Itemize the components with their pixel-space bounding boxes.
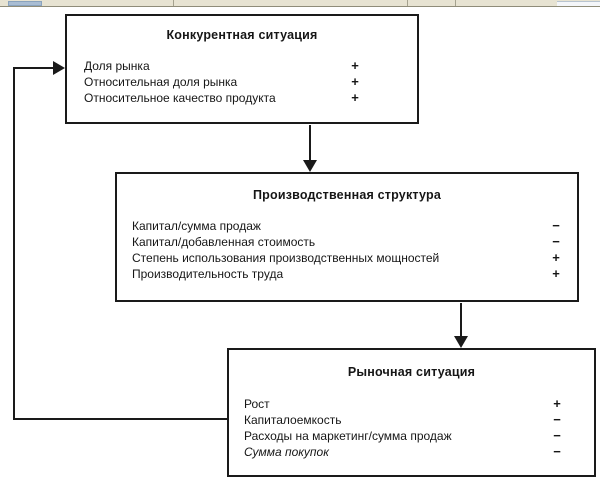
toolbar-edge	[0, 0, 600, 7]
metric-label: Капитал/сумма продаж	[132, 219, 261, 233]
metric-sign: −	[553, 412, 561, 427]
toolbar-separator	[455, 0, 456, 6]
metric-label: Сумма покупок	[244, 445, 329, 459]
toolbar-field-fragment	[557, 1, 600, 6]
metric-row	[244, 428, 564, 444]
metric-label: Относительная доля рынка	[84, 75, 238, 89]
toolbar-button-fragment	[8, 1, 42, 6]
box-market-situation	[227, 348, 596, 477]
metric-sign: +	[351, 74, 359, 89]
toolbar-separator	[407, 0, 408, 6]
metric-label: Рост	[244, 397, 270, 411]
metric-sign: +	[552, 250, 560, 265]
metric-list	[67, 58, 417, 106]
box-title: Производственная структура	[252, 188, 442, 202]
box-title: Рыночная ситуация	[347, 365, 476, 379]
metric-row	[244, 412, 564, 428]
toolbar-separator	[173, 0, 174, 6]
metric-row	[132, 250, 563, 266]
metric-row	[84, 74, 362, 90]
arrow-production-to-market	[454, 303, 468, 348]
metric-sign: +	[351, 58, 359, 73]
metric-row	[244, 444, 564, 460]
metric-sign: +	[351, 90, 359, 105]
metric-label: Капиталоемкость	[244, 413, 342, 427]
metric-label: Расходы на маркетинг/сумма продаж	[244, 429, 452, 443]
metric-row	[84, 90, 362, 106]
metric-sign: +	[553, 396, 561, 411]
metric-sign: −	[553, 428, 561, 443]
metric-sign: −	[553, 444, 561, 459]
metric-label: Доля рынка	[84, 59, 150, 73]
box-production-structure	[115, 172, 579, 302]
metric-list	[229, 396, 594, 460]
metric-sign: −	[552, 234, 560, 249]
box-competitive-situation	[65, 14, 419, 124]
metric-sign: +	[552, 266, 560, 281]
metric-label: Степень использования производственных мощностей	[132, 251, 440, 265]
arrow-competitive-to-production	[303, 125, 317, 172]
metric-row	[84, 58, 362, 74]
metric-row	[132, 218, 563, 234]
metric-row	[244, 396, 564, 412]
metric-list	[117, 218, 577, 282]
metric-row	[132, 234, 563, 250]
metric-label: Относительное качество продукта	[84, 91, 276, 105]
box-title: Конкурентная ситуация	[166, 28, 318, 42]
metric-row	[132, 266, 563, 282]
metric-label: Капитал/добавленная стоимость	[132, 235, 316, 249]
metric-label: Производительность труда	[132, 267, 284, 281]
metric-sign: −	[552, 218, 560, 233]
